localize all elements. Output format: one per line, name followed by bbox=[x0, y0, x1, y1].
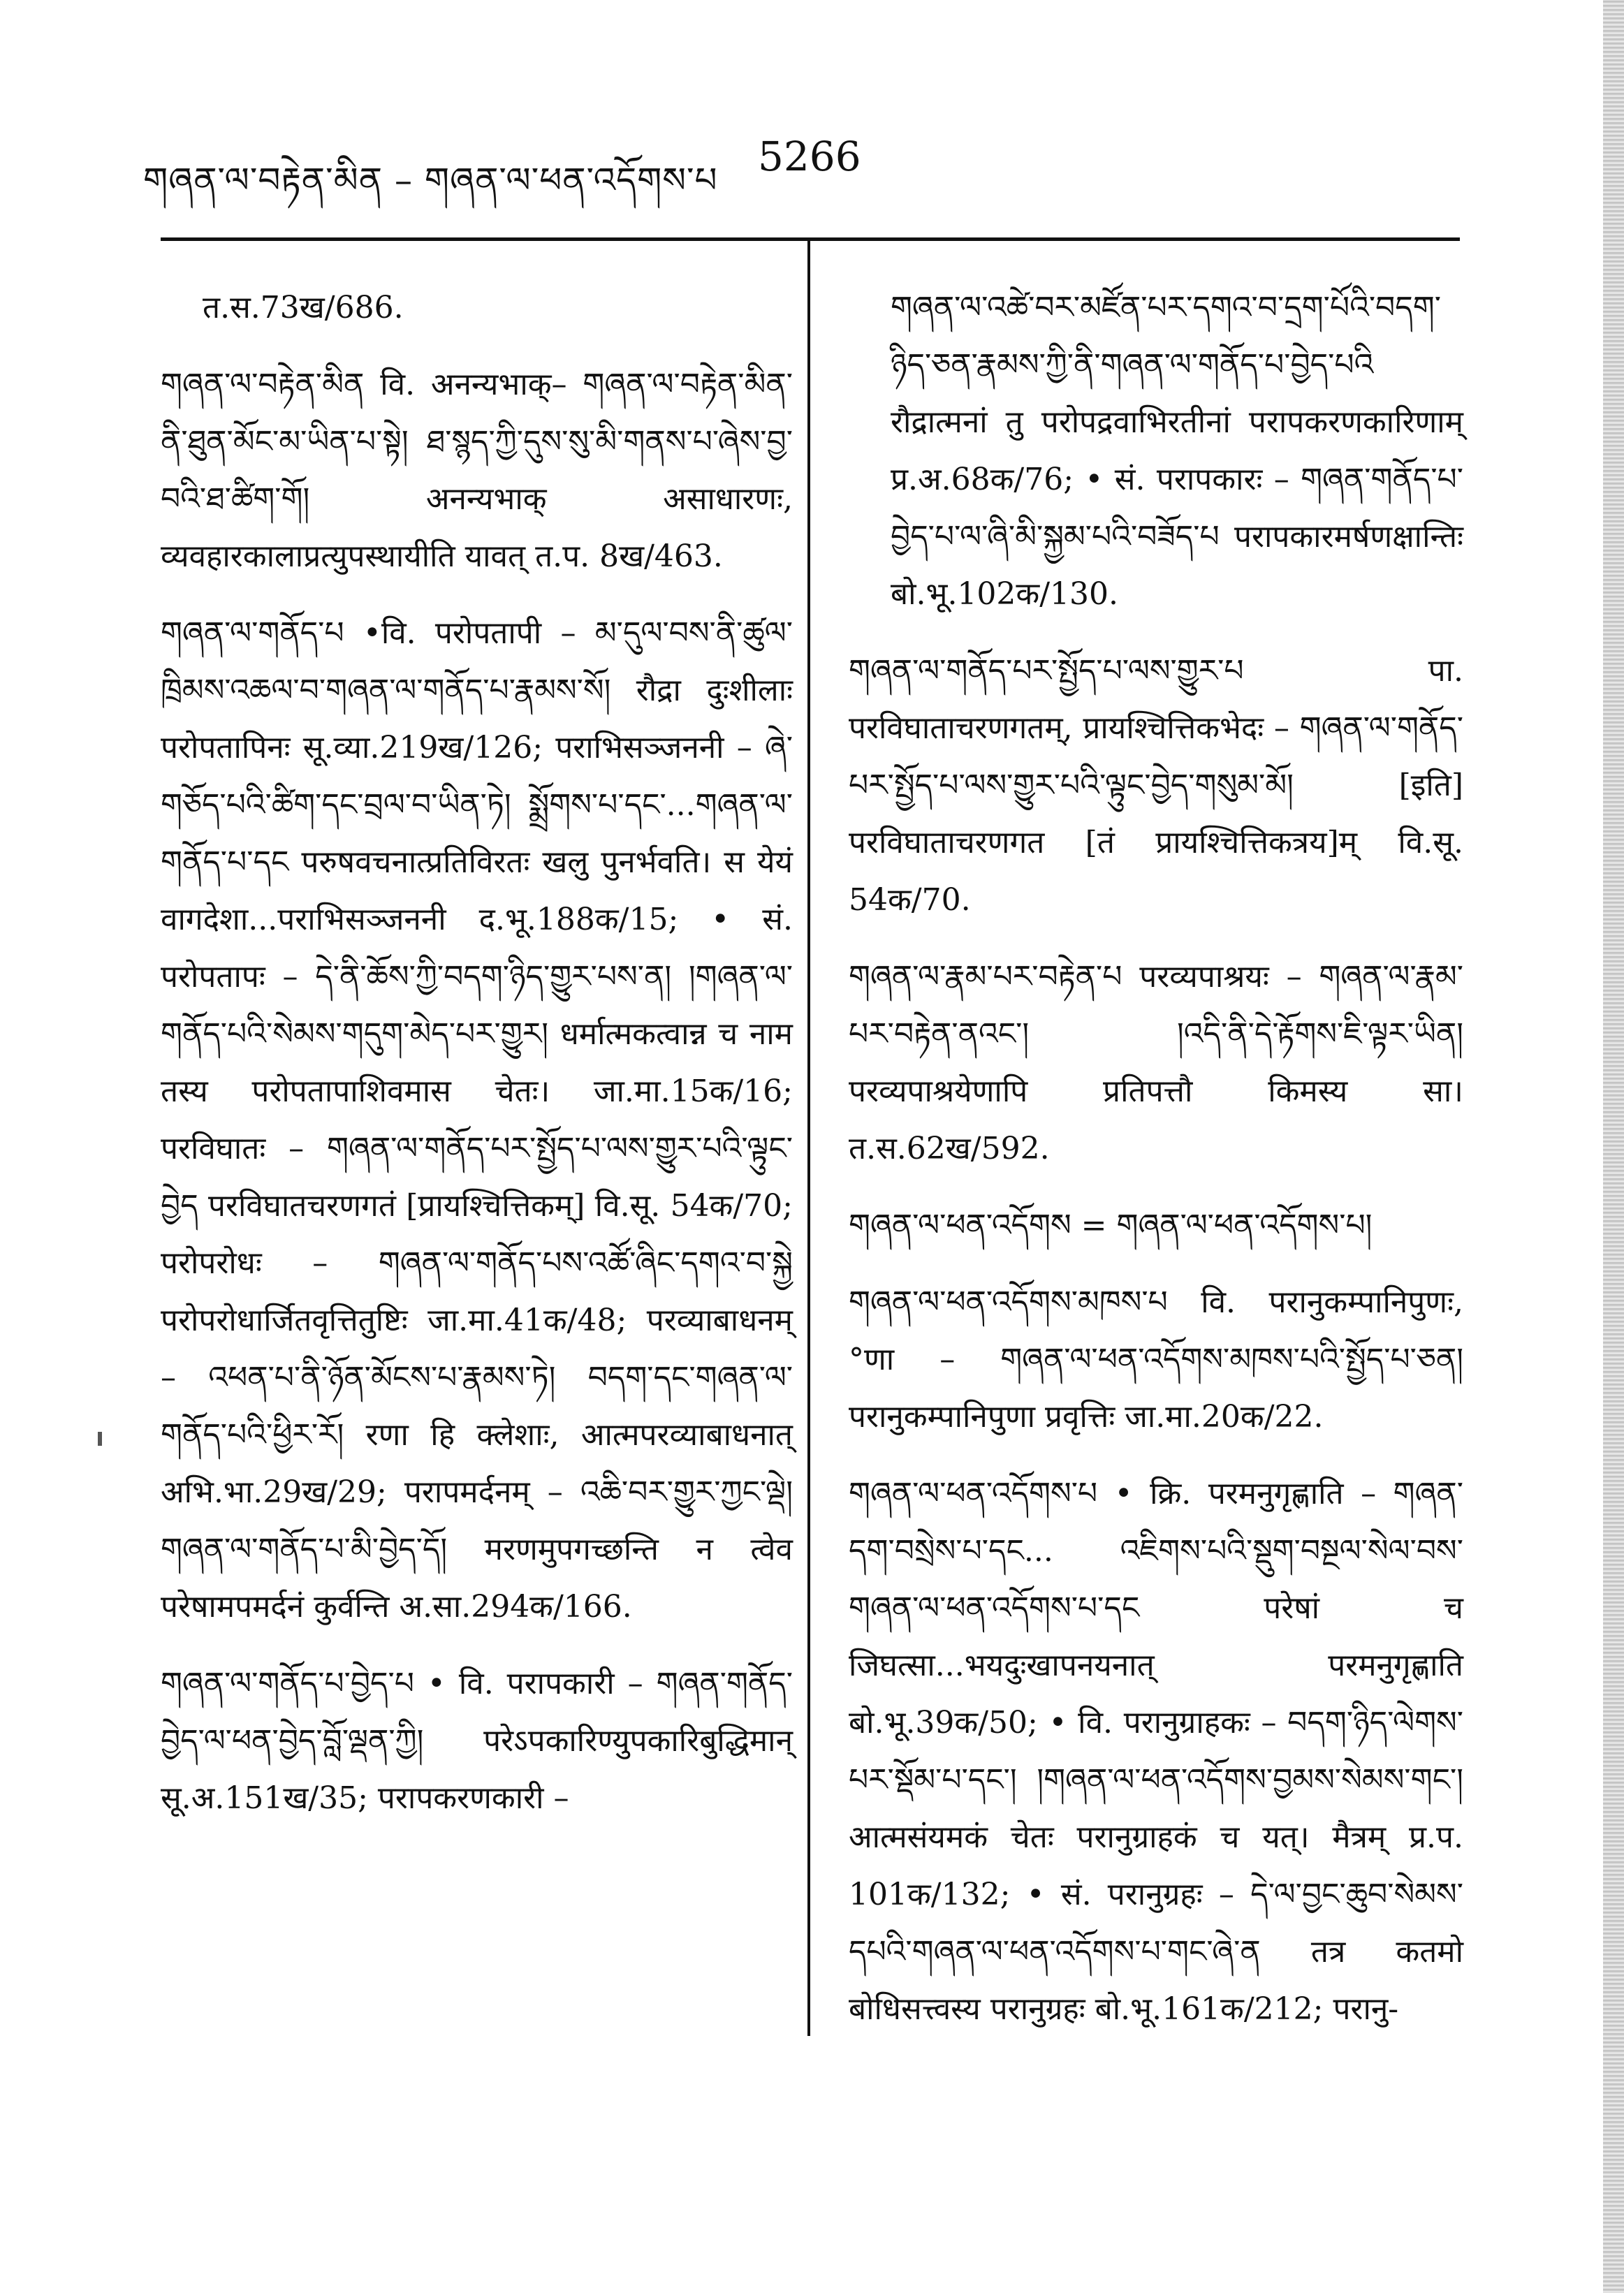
dictionary-entry bbox=[849, 1465, 1463, 2038]
dictionary-entry bbox=[849, 643, 1463, 929]
entry-text: གཞན་ལ་ཕན་འདོགས་པ • क्रि. परमनुगृह्णाति – གཞན་དག་བསྲེས་པ་དང... འཇིགས་པའི་སྡུག་བསྔལ་སེལ་བས་གཞན་ལ་ཕན་འདོགས་པ་དང परेषां च जिघत्सा...भयदुःखापनयनात् परमनुगृह्णाति बो.भू.39क/50; • वि. परानुग्राहकः – བདག་ཉིད་ལེགས་པར་སྡོམ་པ་དང་། །གཞན་ལ་ཕན་འདོགས་བྱམས་སེམས་གང་། आत्मसंयमकं चेतः परानुग्राहकं च यत्। मैत्रम् प्र.प. 101क/132; • सं. परानुग्रहः – དེ་ལ་བྱང་ཆུབ་སེམས་དཔའི་གཞན་ལ་ཕན་འདོགས་པ་གང་ཞེ་ན तत्र कतमो बोधिसत्त्वस्य परानुग्रहः बो.भू.161क/212; परानु- bbox=[849, 1476, 1463, 2027]
header-rule bbox=[161, 237, 1460, 241]
page-number: 5266 bbox=[758, 133, 861, 180]
page-edge-shading bbox=[1603, 0, 1624, 2293]
entry-text: གཞན་ལ་གནོད་པར་སྤྱོད་པ་ལས་གྱུར་པ पा. परविघाताचरणगतम्, प्रायश्चित्तिकभेदः – གཞན་ལ་གནོད་པར་སྤྱོད་པ་ལས་གྱུར་པའི་ལྟུང་བྱེད་གསུམ་མོ། [इति] परविघाताचरणगत [तं प्रायश्चित्तिकत्रय]म् वि.सू. 54क/70. bbox=[849, 653, 1463, 918]
entry-text: གཞན་ལ་ཕན་འདོགས = གཞན་ལ་ཕན་འདོགས་པ། bbox=[849, 1208, 1373, 1243]
header-title: གཞན་ལ་བརྟེན་མིན – གཞན་ལ་ཕན་འདོགས་པ bbox=[143, 160, 718, 200]
entry-text: གཞན་ལ་ཕན་འདོགས་མཁས་པ वि. परानुकम्पानिपुणः, °णा – གཞན་ལ་ཕན་འདོགས་མཁས་པའི་སྤྱོད་པ་ཅན། परानुकम्पानिपुणा प्रवृत्तिः जा.मा.20क/22. bbox=[849, 1284, 1463, 1435]
entry-text: གཞན་ལ་འཚེ་བར་མཛོན་པར་དགའ་བ་དྲག་པོའི་བདག་ཉིད་ཅན་རྣམས་ཀྱི་ནི་གཞན་ལ་གནོད་པ་བྱེད་པའི रौद्रात्मनां तु परोपद्रवाभिरतीनां परापकरणकारिणाम् प्र.अ.68क/76; • सं. परापकारः – གཞན་གནོད་པ་བྱེད་པ་ལ་ཞི་མི་སྐྱམ་པའི་བཟོད་པ परापकारमर्षणक्षान्तिः बो.भू.102क/130. bbox=[891, 290, 1463, 612]
entry-text: གཞན་ལ་བརྟེན་མིན वि. अनन्यभाक्– གཞན་ལ་བརྟེན་མིན་ནི་ཐུན་མོང་མ་ཡིན་པ་སྟེ། ཐ་སྙད་ཀྱི་དུས་སུ་མི་གནས་པ་ཞེས་བྱ་བའི་ཐ་ཚིག་གོ། अनन्यभाक् असाधारणः, व्यवहारकालाप्रत्युपस्थायीति यावत् त.प. 8ख/463. bbox=[161, 367, 793, 574]
dictionary-entry bbox=[161, 605, 793, 1636]
dictionary-entry bbox=[849, 279, 1463, 623]
left-column bbox=[161, 279, 793, 1847]
entry-text: གཞན་ལ་གནོད་པ •वि. परोपतापी – མ་དུལ་བས་ནི་ཚུལ་ཁྲིམས་འཆལ་བ་གཞན་ལ་གནོད་པ་རྣམས་སོ། रौद्रा दुःशीलाः परोपतापिनः सू.व्या.219ख/126; पराभिसञ्जननी – ཞེ་གཅོད་པའི་ཚིག་དང་བྲལ་བ་ཡིན་ཏེ། སྨྲོགས་པ་དང་...གཞན་ལ་གནོད་པ་དང परुषवचनात्प्रतिविरतः खलु पुनर्भवति। स येयं वागदेशा...पराभिसञ्जननी द.भू.188क/15; • सं. परोपतापः – དེ་ནི་ཆོས་ཀྱི་བདག་ཉིད་གྱུར་པས་ན། །གཞན་ལ་གནོད་པའི་སེམས་གདུག་མེད་པར་གྱུར། धर्मात्मकत्वान्न च नाम तस्य परोपतापाशिवमास चेतः। जा.मा.15क/16; परविघातः – གཞན་ལ་གནོད་པར་སྤྱོད་པ་ལས་གྱུར་པའི་ལྟུང་བྱེད परविघातचरणगतं [प्रायश्चित्तिकम्] वि.सू. 54क/70; परोपरोधः – གཞན་ལ་གནོད་པས་འཚོ་ཞིང་དགའ་བ་སྐྱེ परोपरोधार्जितवृत्तितुष्टिः जा.मा.41क/48; परव्याबाधनम् – འཕན་པ་ནི་ཉོན་མོངས་པ་རྣམས་ཏེ། བདག་དང་གཞན་ལ་གནོད་པའི་ཕྱིར་རོ། रणा हि क्लेशाः, आत्मपरव्याबाधनात् अभि.भा.29ख/29; परापमर्दनम् – འཆི་བར་གྱུར་ཀྱང་ལྡེ། གཞན་ལ་གནོད་པ་མི་བྱེད་དོ། मरणमुपगच्छन्ति न त्वेव परेषामपमर्दनं कुर्वन्ति अ.सा.294क/166. bbox=[161, 615, 793, 1625]
entry-text: གཞན་ལ་རྣམ་པར་བརྟེན་པ परव्यपाश्रयः – གཞན་ལ་རྣམ་པར་བརྟེན་ནའང་། །འདི་ནི་དེ་རྟོགས་ཇི་ལྟར་ཡིན། परव्यपाश्रयेणापि प्रतिपत्तौ किमस्य सा। त.स.62ख/592. bbox=[849, 959, 1463, 1166]
dictionary-entry bbox=[849, 1274, 1463, 1446]
dictionary-entry bbox=[161, 279, 793, 337]
dictionary-entry bbox=[161, 356, 793, 585]
page-mark bbox=[98, 1432, 102, 1446]
dictionary-entry bbox=[849, 948, 1463, 1178]
page-header bbox=[143, 129, 1460, 200]
entry-text: त.स.73ख/686. bbox=[203, 290, 404, 325]
right-column bbox=[849, 279, 1463, 2058]
column-divider bbox=[807, 241, 810, 2036]
dictionary-entry bbox=[849, 1197, 1463, 1254]
dictionary-entry bbox=[161, 1655, 793, 1827]
entry-text: གཞན་ལ་གནོད་པ་བྱེད་པ • वि. परापकारी – གཞན་གནོད་བྱེད་ལ་ཕན་བྱེད་བློ་ལྡན་ཀྱི། परेऽपकारिण्युपकारिबुद्धिमान् सू.अ.151ख/35; परापकरणकारी – bbox=[161, 1666, 793, 1816]
